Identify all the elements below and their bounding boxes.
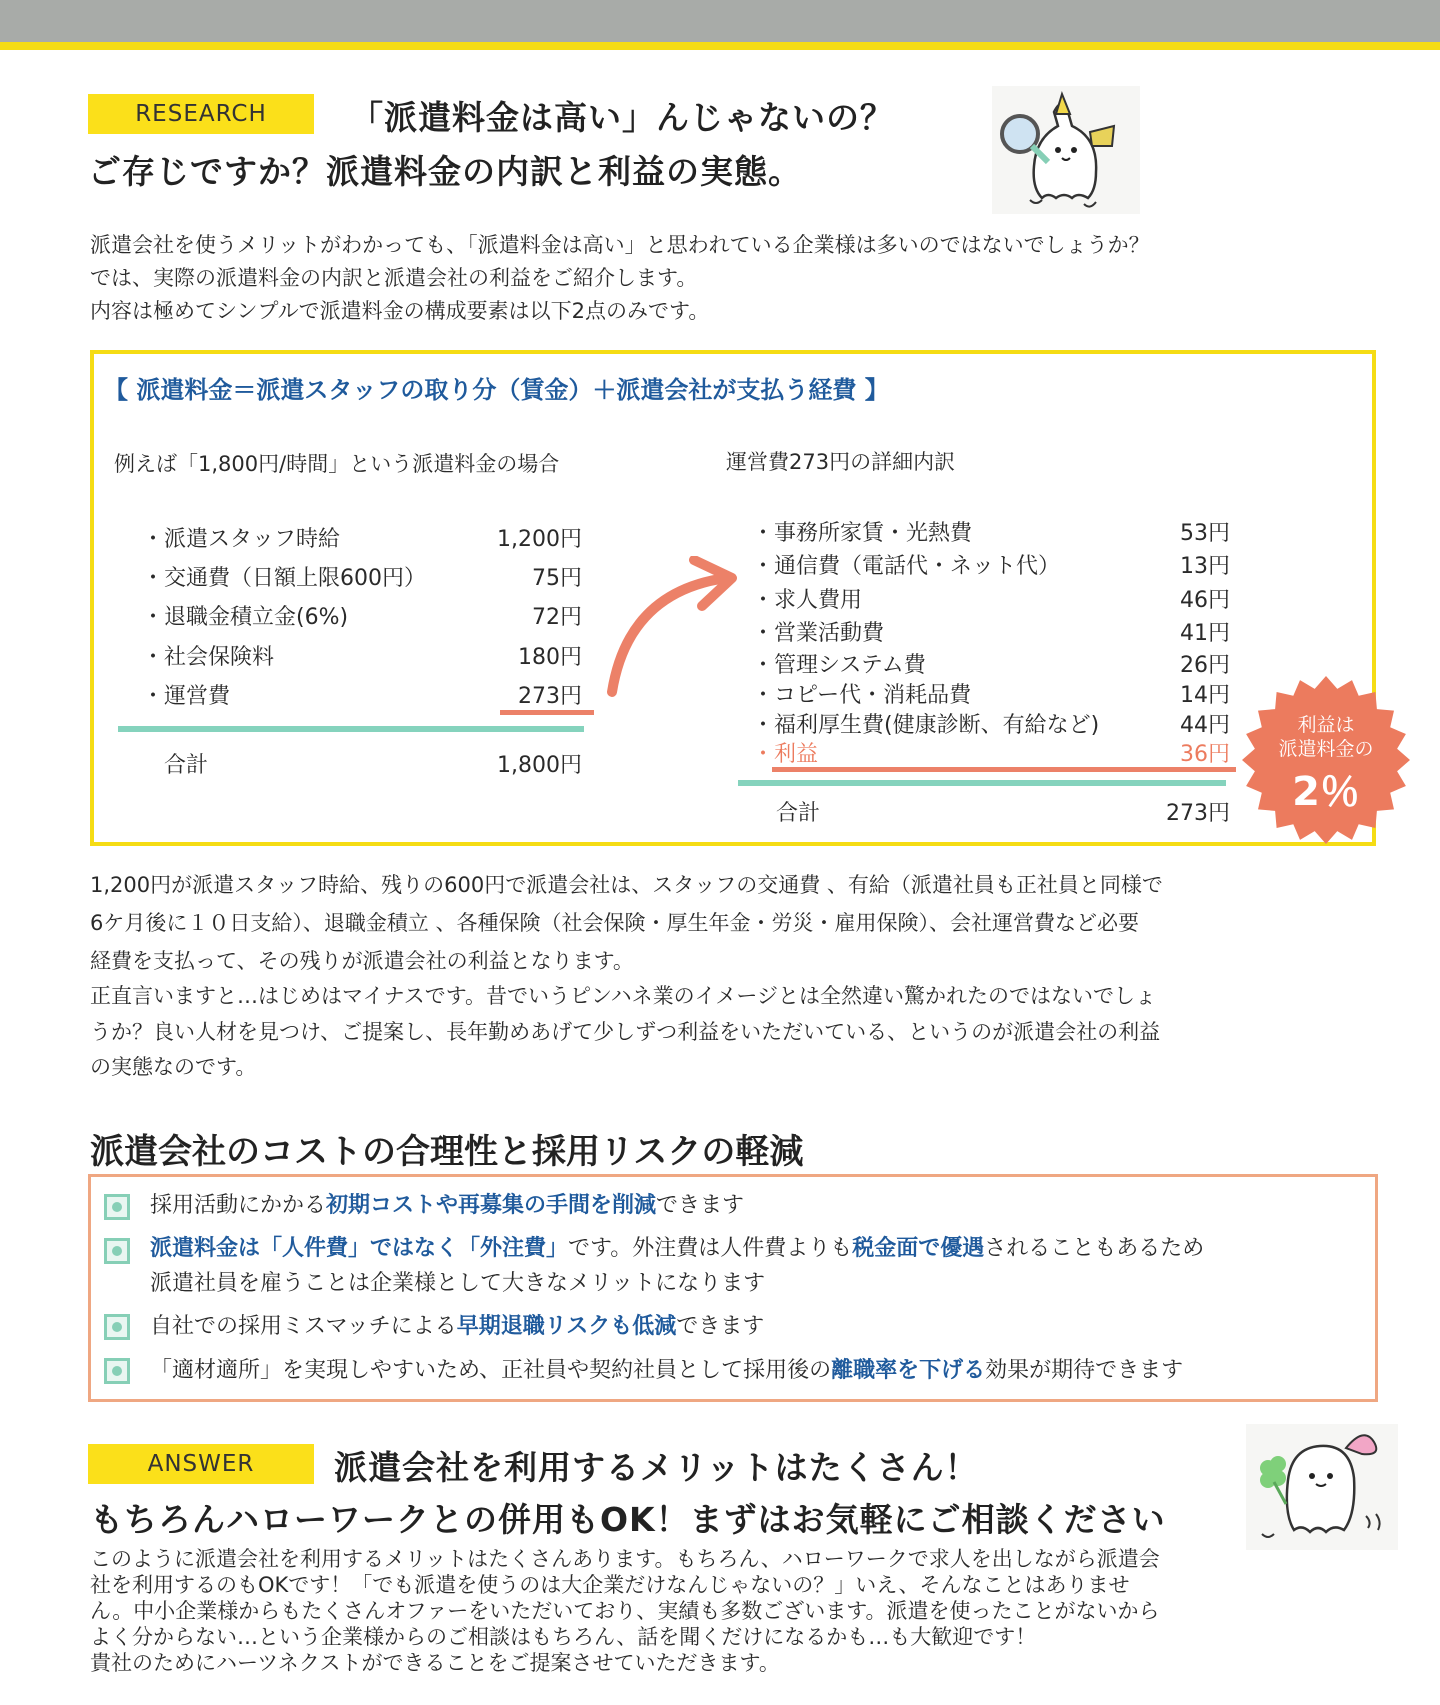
left-row-value: 273円 bbox=[518, 684, 582, 709]
merit-item: 採用活動にかかる初期コストや再募集の手間を削減できます bbox=[150, 1193, 745, 1218]
explanation-line-2: 6ケ月後に１０日支給）、退職金積立 、各種保険（社会保険・厚生年金・労災・雇用保険）、会社運営費など必要 bbox=[90, 911, 1140, 935]
merit-item: 派遣料金は「人件費」ではなく「外注費」です。外注費は人件費よりも税金面で優遇されることもあるため bbox=[150, 1236, 1205, 1261]
checkbox-icon bbox=[104, 1314, 130, 1340]
badge-percent: 2％ bbox=[1292, 769, 1360, 815]
right-row-label: ・コピー代・消耗品費 bbox=[752, 683, 972, 708]
right-row-value: 26円 bbox=[1180, 653, 1230, 678]
left-total-divider bbox=[118, 726, 584, 732]
merit-item-line2: 派遣社員を雇うことは企業様として大きなメリットになります bbox=[150, 1271, 766, 1296]
checkbox-icon bbox=[104, 1194, 130, 1220]
left-row-value: 72円 bbox=[532, 605, 582, 630]
answer-body-line-4: よく分からない…という企業様からのご相談はもちろん、話を聞くだけになるかも…も大歓迎です！ bbox=[90, 1625, 1037, 1649]
formula-title: 【 派遣料金＝派遣スタッフの取り分（賃金）＋派遣会社が支払う経費 】 bbox=[104, 376, 889, 404]
right-row-value: 53円 bbox=[1180, 521, 1230, 546]
header-bar bbox=[0, 0, 1440, 42]
left-row-label: ・退職金積立金(6%) bbox=[142, 605, 349, 630]
left-total-value: 1,800円 bbox=[497, 753, 582, 778]
research-tag: RESEARCH bbox=[88, 94, 314, 134]
research-title-line2: ご存じですか？派遣料金の内訳と利益の実態。 bbox=[88, 152, 802, 191]
right-row-label: ・通信費（電話代・ネット代） bbox=[752, 554, 1061, 579]
profit-underline bbox=[772, 767, 1236, 772]
right-row-label: ・福利厚生費(健康診断、有給など) bbox=[752, 713, 1100, 738]
answer-tag: ANSWER bbox=[88, 1444, 314, 1484]
left-row-value: 75円 bbox=[532, 566, 582, 591]
answer-body-line-5: 貴社のためにハーツネクストができることをご提案させていただきます。 bbox=[90, 1651, 780, 1675]
right-total-label: 合計 bbox=[776, 801, 821, 826]
right-row-value: 13円 bbox=[1180, 554, 1230, 579]
explanation-line-1: 1,200円が派遣スタッフ時給、残りの600円で派遣会社は、スタッフの交通費 、有給（派遣社員も正社員と同様で bbox=[90, 873, 1163, 897]
curved-arrow-icon bbox=[598, 556, 744, 698]
left-row-label: ・運営費 bbox=[142, 684, 231, 709]
right-breakdown-heading: 運営費273円の詳細内訳 bbox=[726, 450, 956, 474]
right-row-value: 46円 bbox=[1180, 588, 1230, 613]
left-total-label: 合計 bbox=[164, 753, 209, 778]
mascot-clover-icon bbox=[1246, 1424, 1398, 1550]
explanation-line-3: 経費を支払って、その残りが派遣会社の利益となります。 bbox=[90, 949, 634, 973]
right-row-label: ・営業活動費 bbox=[752, 621, 885, 646]
merit-item: 自社での採用ミスマッチによる早期退職リスクも低減できます bbox=[150, 1314, 765, 1339]
merit-item: 「適材適所」を実現しやすいため、正社員や契約社員として採用後の離職率を下げる効果が期待できます bbox=[150, 1358, 1184, 1383]
operating-cost-underline bbox=[500, 710, 594, 715]
intro-line-2: では、実際の派遣料金の内訳と派遣会社の利益をご紹介します。 bbox=[90, 266, 698, 290]
answer-body-line-1: このように派遣会社を利用するメリットはたくさんあります。もちろん、ハローワークで求人を出しながら派遣会 bbox=[90, 1547, 1160, 1571]
left-row-label: ・交通費（日額上限600円） bbox=[142, 566, 426, 591]
badge-line1: 利益は bbox=[1297, 714, 1355, 736]
right-row-label: ・管理システム費 bbox=[752, 653, 926, 678]
left-breakdown-heading: 例えば「1,800円/時間」という派遣料金の場合 bbox=[114, 452, 560, 476]
profit-value: 36円 bbox=[1180, 742, 1230, 767]
explanation-line-4: 正直言いますと…はじめはマイナスです。昔でいうピンハネ業のイメージとは全然違い驚かれたのではないでしょ bbox=[90, 984, 1156, 1008]
right-row-label: ・求人費用 bbox=[752, 588, 863, 613]
answer-title-line2: もちろんハローワークとの併用もOK！まずはお気軽にご相談ください bbox=[90, 1500, 1166, 1539]
right-total-value: 273円 bbox=[1166, 801, 1230, 826]
right-total-divider bbox=[738, 780, 1226, 786]
badge-line2: 派遣料金の bbox=[1278, 738, 1374, 760]
research-title-line1: 「派遣料金は高い」んじゃないの？ bbox=[350, 98, 894, 137]
right-row-label: ・事務所家賃・光熱費 bbox=[752, 521, 973, 546]
answer-body-line-3: ん。中小企業様からもたくさんオファーをいただいており、実績も多数ございます。派遣を使ったことがないから bbox=[90, 1599, 1160, 1623]
mascot-magnifier-icon bbox=[992, 86, 1140, 214]
profit-label: ・利益 bbox=[752, 742, 819, 767]
header-accent-line bbox=[0, 42, 1440, 50]
checkbox-icon bbox=[104, 1358, 130, 1384]
left-row-label: ・派遣スタッフ時給 bbox=[142, 527, 341, 552]
right-row-value: 41円 bbox=[1180, 621, 1230, 646]
right-row-value: 44円 bbox=[1180, 713, 1230, 738]
checkbox-icon bbox=[104, 1238, 130, 1264]
left-row-value: 180円 bbox=[518, 645, 582, 670]
explanation-line-5: うか？良い人材を見つけ、ご提案し、長年勤めあげて少しずつ利益をいただいている、というのが派遣会社の利益 bbox=[90, 1020, 1161, 1044]
intro-line-3: 内容は極めてシンプルで派遣料金の構成要素は以下2点のみです。 bbox=[90, 299, 710, 323]
right-row-value: 14円 bbox=[1180, 683, 1230, 708]
intro-line-1: 派遣会社を使うメリットがわかっても、「派遣料金は高い」と思われている企業様は多いのではないでしょうか？ bbox=[90, 233, 1150, 257]
merits-heading: 派遣会社のコストの合理性と採用リスクの軽減 bbox=[90, 1132, 804, 1172]
answer-body-line-2: 社を利用するのもOKです！「でも派遣を使うのは大企業だけなんじゃないの？」いえ、そんなことはありませ bbox=[90, 1573, 1130, 1597]
profit-badge bbox=[1238, 672, 1414, 848]
answer-title-line1: 派遣会社を利用するメリットはたくさん！ bbox=[334, 1448, 979, 1487]
left-row-label: ・社会保険料 bbox=[142, 645, 275, 670]
explanation-line-6: の実態なのです。 bbox=[90, 1055, 257, 1079]
left-row-value: 1,200円 bbox=[497, 527, 582, 552]
